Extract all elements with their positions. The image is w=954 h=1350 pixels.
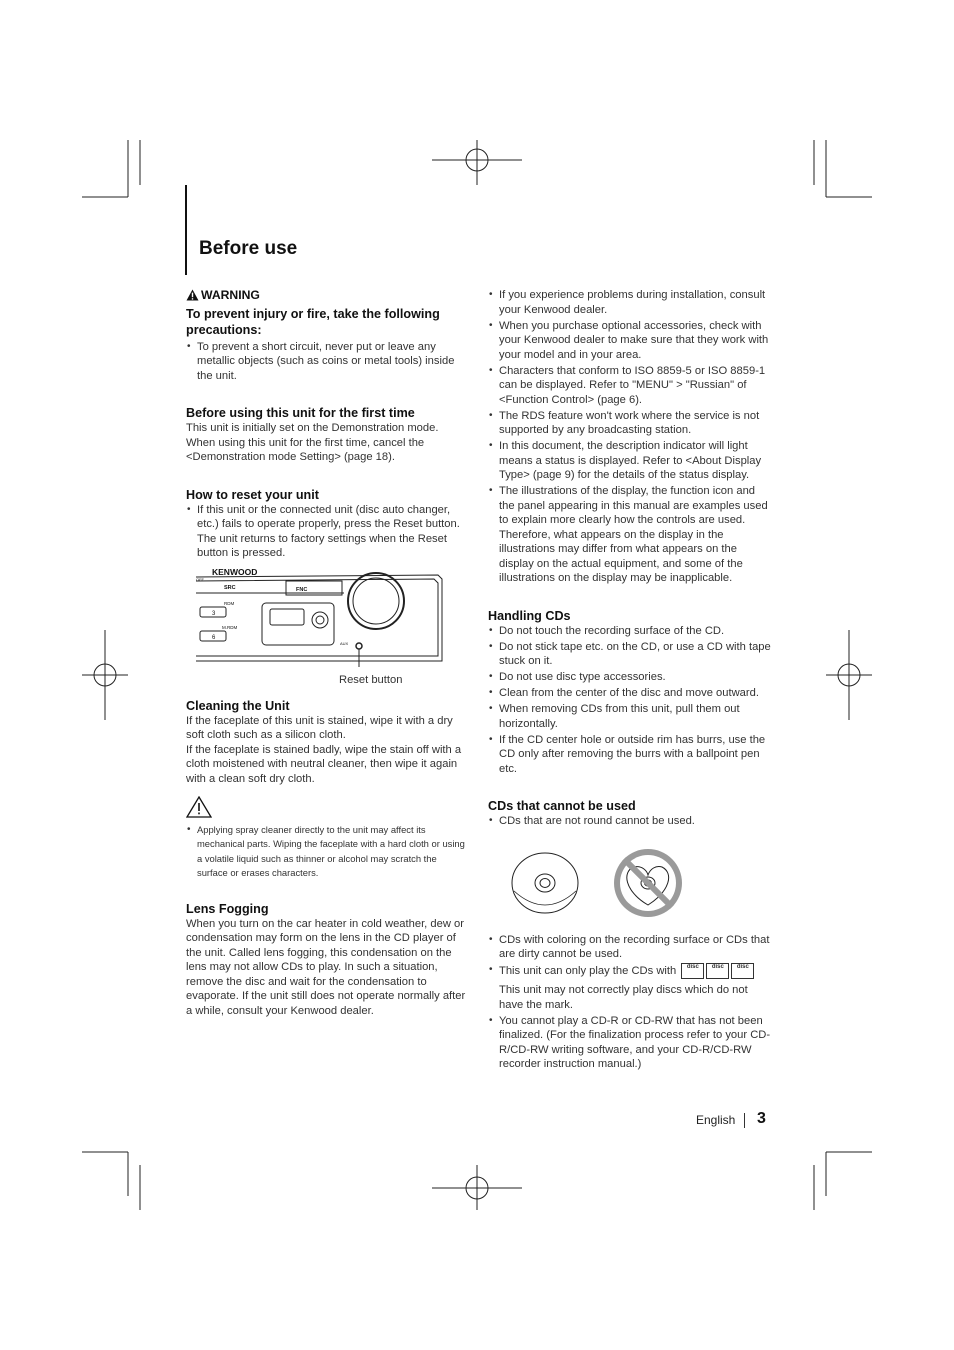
list-item: • Clean from the center of the disc and move outward. <box>488 686 772 701</box>
title-bar <box>185 185 187 275</box>
list-item: • You cannot play a CD-R or CD-RW that has not been finalized. (For the finalization process refer to your CD-R/CD-RW writing software, and your CD-R/CD-RW recorder instruction manual.) <box>488 1014 772 1072</box>
list-item: • The illustrations of the display, the function icon and the panel appearing in this manual are examples used to explain more clearly how the controls are used. Therefore, what appears on the display in the illustrations may differ from what appears on the display on the actual equipment, and some of the illustrations on the display may be inapplicable. <box>488 484 772 586</box>
list-item: • In this document, the description indicator will light means a status is displayed. Refer to <About Display Type> (page 9) for the details of the status display. <box>488 439 772 483</box>
reset-heading: How to reset your unit <box>186 487 319 502</box>
brand-text: KENWOOD <box>212 566 258 577</box>
disc-logo-rest: This unit may not correctly play discs which do not have the mark. <box>499 984 748 1011</box>
reset-list <box>186 503 470 561</box>
warning-heading <box>186 288 470 303</box>
reset-button-caption: Reset button <box>339 673 403 686</box>
footer-language: English <box>696 1113 736 1127</box>
list-item: • To prevent a short circuit, never put or leave any metallic objects (such as coins or metal tools) inside the unit. <box>186 340 470 384</box>
cannot-list-bottom <box>488 933 772 1072</box>
list-item: • Do not stick tape etc. on the CD, or use a CD with tape stuck on it. <box>488 640 772 669</box>
btn3-text: 3 <box>212 610 216 617</box>
list-item: • Characters that conform to ISO 8859-5 or ISO 8859-1 can be displayed. Refer to "MENU" > "Russian" of <Function Control> (page 6). <box>488 364 772 408</box>
heart-cd-prohibited-icon <box>614 849 682 917</box>
compact-disc-text-logo-icon: disc <box>706 963 729 979</box>
compact-disc-rewritable-logo-icon: disc <box>731 963 754 979</box>
right-column <box>488 288 772 1073</box>
handling-heading: Handling CDs <box>488 608 571 623</box>
list-item-disc-logos <box>488 963 772 1012</box>
mrdm-text: M.RDM <box>222 624 238 630</box>
cannot-list-top <box>488 814 772 829</box>
handling-list <box>488 624 772 777</box>
cleaning-text-1: If the faceplate of this unit is stained, wipe it with a dry soft cloth such as a silicon cloth. <box>186 714 453 741</box>
list-item: • Do not touch the recording surface of the CD. <box>488 624 772 639</box>
aux-text: AUX <box>340 640 349 646</box>
cleaning-heading: Cleaning the Unit <box>186 698 290 713</box>
cannot-heading: CDs that cannot be used <box>488 799 636 813</box>
warning-label: WARNING <box>201 288 260 302</box>
first-time-heading: Before using this unit for the first time <box>186 406 415 420</box>
list-item: • When you purchase optional accessories, check with your Kenwood dealer to make sure that they work with your model and in your area. <box>488 319 772 363</box>
cd-illustrations <box>488 839 772 927</box>
footer-divider <box>744 1113 745 1128</box>
fnc-text: FNC <box>296 586 308 593</box>
cleaning-text-2: If the faceplate is stained badly, wipe the stain off with a cloth moistened with neutral cleaner, then wipe it again with a clean soft dry cloth. <box>186 743 462 785</box>
list-item: • When removing CDs from this unit, pull them out horizontally. <box>488 702 772 731</box>
list-item: • If this unit or the connected unit (disc auto changer, etc.) fails to operate properly, press the Reset button. The unit returns to factory settings when the Reset button is pressed. <box>186 503 470 561</box>
head-unit-drawing <box>194 567 444 667</box>
compact-disc-logo-icon: disc <box>681 963 704 979</box>
caution-icon <box>186 796 212 818</box>
btn6-text: 6 <box>212 634 216 641</box>
list-item: • CDs that are not round cannot be used. <box>488 814 772 829</box>
reset-button-dot <box>356 643 362 649</box>
list-item: • The RDS feature won't work where the service is not supported by any broadcasting station. <box>488 409 772 438</box>
list-item: • If the CD center hole or outside rim has burrs, use the CD only after removing the burrs with a ballpoint pen etc. <box>488 733 772 777</box>
caution-heading <box>186 796 470 823</box>
warning-list <box>186 340 470 384</box>
rdm-text: RDM <box>224 600 235 606</box>
list-item: • Do not use disc type accessories. <box>488 670 772 685</box>
first-time-text: This unit is initially set on the Demonstration mode. When using this unit for the first time, cancel the <Demonstration mode Setting> (page 18). <box>186 422 439 463</box>
warning-icon <box>186 289 199 301</box>
round-cd-icon <box>512 853 578 913</box>
list-item: • CDs with coloring on the recording surface or CDs that are dirty cannot be used. <box>488 933 772 962</box>
cd-drawings <box>510 839 710 927</box>
page-title: Before use <box>199 238 298 259</box>
list-item: • If you experience problems during installation, consult your Kenwood dealer. <box>488 288 772 317</box>
reset-illustration <box>194 566 444 686</box>
lens-text: When you turn on the car heater in cold weather, dew or condensation may form on the lens in the CD player of the unit. Called lens fogging, this condensation on the lens may not allow CDs to play. In such a situation, remove the disc and wait for the condensation to evaporate. If the unit still does not operate normally after a while, consult your Kenwood dealer. <box>186 917 466 1017</box>
src-text: SRC <box>224 584 236 591</box>
general-list <box>488 288 772 586</box>
list-item: • Applying spray cleaner directly to the unit may affect its mechanical parts. Wiping the faceplate with a hard cloth or using a volatile liquid such as thinner or alcohol may scratch the surface or erases characters. <box>186 823 470 881</box>
warning-subheading: To prevent injury or fire, take the following precautions: <box>186 306 440 337</box>
off-text: OFF <box>196 576 204 582</box>
left-column <box>186 288 470 1018</box>
caution-list <box>186 823 470 881</box>
disc-logo-lead: This unit can only play the CDs with <box>499 964 677 977</box>
lens-heading: Lens Fogging <box>186 901 269 916</box>
page-number: 3 <box>757 1110 766 1127</box>
